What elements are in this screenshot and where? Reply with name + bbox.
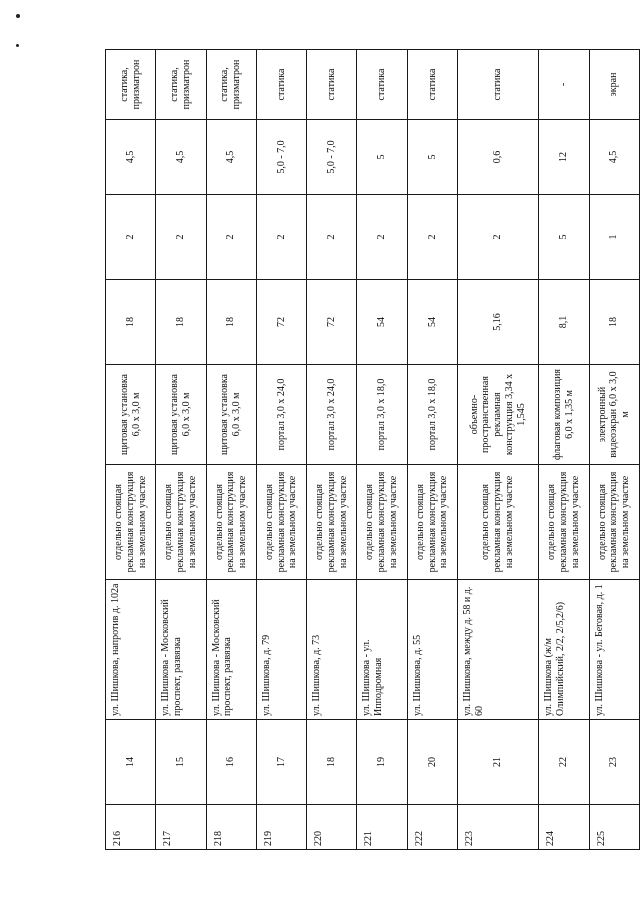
height-cell: 5 — [357, 120, 407, 195]
format-cell: портал 3,0 х 18,0 — [407, 365, 457, 465]
sides-cell: 2 — [156, 195, 206, 280]
advertising-structures-table — [105, 49, 640, 850]
height-cell: 4,5 — [106, 120, 156, 195]
construction-type-cell: отдельно стоящая рекламная конструкция на земельном участке — [307, 465, 357, 580]
sides-cell: 2 — [458, 195, 539, 280]
row-number-cell: 19 — [357, 720, 407, 805]
table-row — [357, 50, 407, 850]
height-cell: 5,0 - 7,0 — [256, 120, 306, 195]
row-number-cell: 18 — [307, 720, 357, 805]
height-cell: 12 — [539, 120, 589, 195]
height-cell: 4,5 — [156, 120, 206, 195]
format-cell: флаговая композиция 6,0 х 1,35 м — [539, 365, 589, 465]
row-id-cell: 224 — [539, 805, 589, 850]
sides-cell: 2 — [106, 195, 156, 280]
address-cell: ул. Шишкова, д. 55 — [407, 580, 457, 720]
row-number-cell: 15 — [156, 720, 206, 805]
display-kind-cell: статика, призматрон — [206, 50, 256, 120]
height-cell: 0,6 — [458, 120, 539, 195]
construction-type-cell: отдельно стоящая рекламная конструкция на земельном участке — [589, 465, 639, 580]
address-cell: ул. Шишкова (ж/м Олимпийский, 2/2, 2/5,2/6) — [539, 580, 589, 720]
table-row — [589, 50, 639, 850]
address-cell: ул. Шишкова, д. 73 — [307, 580, 357, 720]
table-row — [458, 50, 539, 850]
area-cell: 54 — [407, 280, 457, 365]
table-row — [539, 50, 589, 850]
format-cell: портал 3,0 х 18,0 — [357, 365, 407, 465]
row-id-cell: 223 — [458, 805, 539, 850]
row-id-cell: 218 — [206, 805, 256, 850]
scan-dot — [16, 14, 20, 18]
construction-type-cell: отдельно стоящая рекламная конструкция на земельном участке — [407, 465, 457, 580]
row-number-cell: 16 — [206, 720, 256, 805]
construction-type-cell: отдельно стоящая рекламная конструкция на земельном участке — [206, 465, 256, 580]
row-id-cell: 221 — [357, 805, 407, 850]
table-row — [156, 50, 206, 850]
area-cell: 8,1 — [539, 280, 589, 365]
row-number-cell: 20 — [407, 720, 457, 805]
area-cell: 18 — [206, 280, 256, 365]
table-row — [206, 50, 256, 850]
display-kind-cell: статика, призматрон — [106, 50, 156, 120]
row-number-cell: 14 — [106, 720, 156, 805]
sides-cell: 2 — [407, 195, 457, 280]
sides-cell: 5 — [539, 195, 589, 280]
row-number-cell: 17 — [256, 720, 306, 805]
address-cell: ул. Шишкова - ул. Беговая, д. 1 — [589, 580, 639, 720]
display-kind-cell: статика — [458, 50, 539, 120]
area-cell: 18 — [589, 280, 639, 365]
area-cell: 72 — [256, 280, 306, 365]
row-id-cell: 220 — [307, 805, 357, 850]
construction-type-cell: отдельно стоящая рекламная конструкция на земельном участке — [539, 465, 589, 580]
format-cell: объемно-пространственная рекламная конструкция 3,34 х 1,545 — [458, 365, 539, 465]
address-cell: ул. Шишкова, между д. 58 и д. 60 — [458, 580, 539, 720]
height-cell: 5,0 - 7,0 — [307, 120, 357, 195]
area-cell: 54 — [357, 280, 407, 365]
address-cell: ул. Шишкова - Московский проспект, развязка — [156, 580, 206, 720]
address-cell: ул. Шишкова, напротив д. 102а — [106, 580, 156, 720]
scan-dot — [16, 44, 19, 47]
display-kind-cell: статика — [407, 50, 457, 120]
display-kind-cell: статика — [307, 50, 357, 120]
display-kind-cell: - — [539, 50, 589, 120]
row-id-cell: 225 — [589, 805, 639, 850]
area-cell: 18 — [106, 280, 156, 365]
format-cell: портал 3,0 х 24,0 — [307, 365, 357, 465]
format-cell: портал 3,0 х 24,0 — [256, 365, 306, 465]
area-cell: 72 — [307, 280, 357, 365]
row-id-cell: 216 — [106, 805, 156, 850]
format-cell: электронный видеоэкран 6,0 х 3,0 м — [589, 365, 639, 465]
construction-type-cell: отдельно стоящая рекламная конструкция на земельном участке — [256, 465, 306, 580]
sides-cell: 2 — [357, 195, 407, 280]
row-id-cell: 219 — [256, 805, 306, 850]
format-cell: щитовая установка 6,0 х 3,0 м — [106, 365, 156, 465]
table-row — [307, 50, 357, 850]
display-kind-cell: экран — [589, 50, 639, 120]
row-number-cell: 21 — [458, 720, 539, 805]
sides-cell: 2 — [307, 195, 357, 280]
construction-type-cell: отдельно стоящая рекламная конструкция на земельном участке — [106, 465, 156, 580]
construction-type-cell: отдельно стоящая рекламная конструкция на земельном участке — [357, 465, 407, 580]
format-cell: щитовая установка 6,0 х 3,0 м — [206, 365, 256, 465]
address-cell: ул. Шишкова, д. 79 — [256, 580, 306, 720]
format-cell: щитовая установка 6,0 х 3,0 м — [156, 365, 206, 465]
row-id-cell: 222 — [407, 805, 457, 850]
area-cell: 5,16 — [458, 280, 539, 365]
construction-type-cell: отдельно стоящая рекламная конструкция на земельном участке — [458, 465, 539, 580]
sides-cell: 2 — [206, 195, 256, 280]
area-cell: 18 — [156, 280, 206, 365]
table-row — [256, 50, 306, 850]
sides-cell: 1 — [589, 195, 639, 280]
address-cell: ул. Шишкова - ул. Ипподромная — [357, 580, 407, 720]
address-cell: ул. Шишкова - Московский проспект, развязка — [206, 580, 256, 720]
row-number-cell: 22 — [539, 720, 589, 805]
row-id-cell: 217 — [156, 805, 206, 850]
table-row — [407, 50, 457, 850]
row-number-cell: 23 — [589, 720, 639, 805]
rotated-table — [105, 50, 640, 850]
height-cell: 4,5 — [589, 120, 639, 195]
height-cell: 4,5 — [206, 120, 256, 195]
display-kind-cell: статика — [256, 50, 306, 120]
height-cell: 5 — [407, 120, 457, 195]
table-row — [106, 50, 156, 850]
sides-cell: 2 — [256, 195, 306, 280]
display-kind-cell: статика — [357, 50, 407, 120]
display-kind-cell: статика, призматрон — [156, 50, 206, 120]
construction-type-cell: отдельно стоящая рекламная конструкция на земельном участке — [156, 465, 206, 580]
